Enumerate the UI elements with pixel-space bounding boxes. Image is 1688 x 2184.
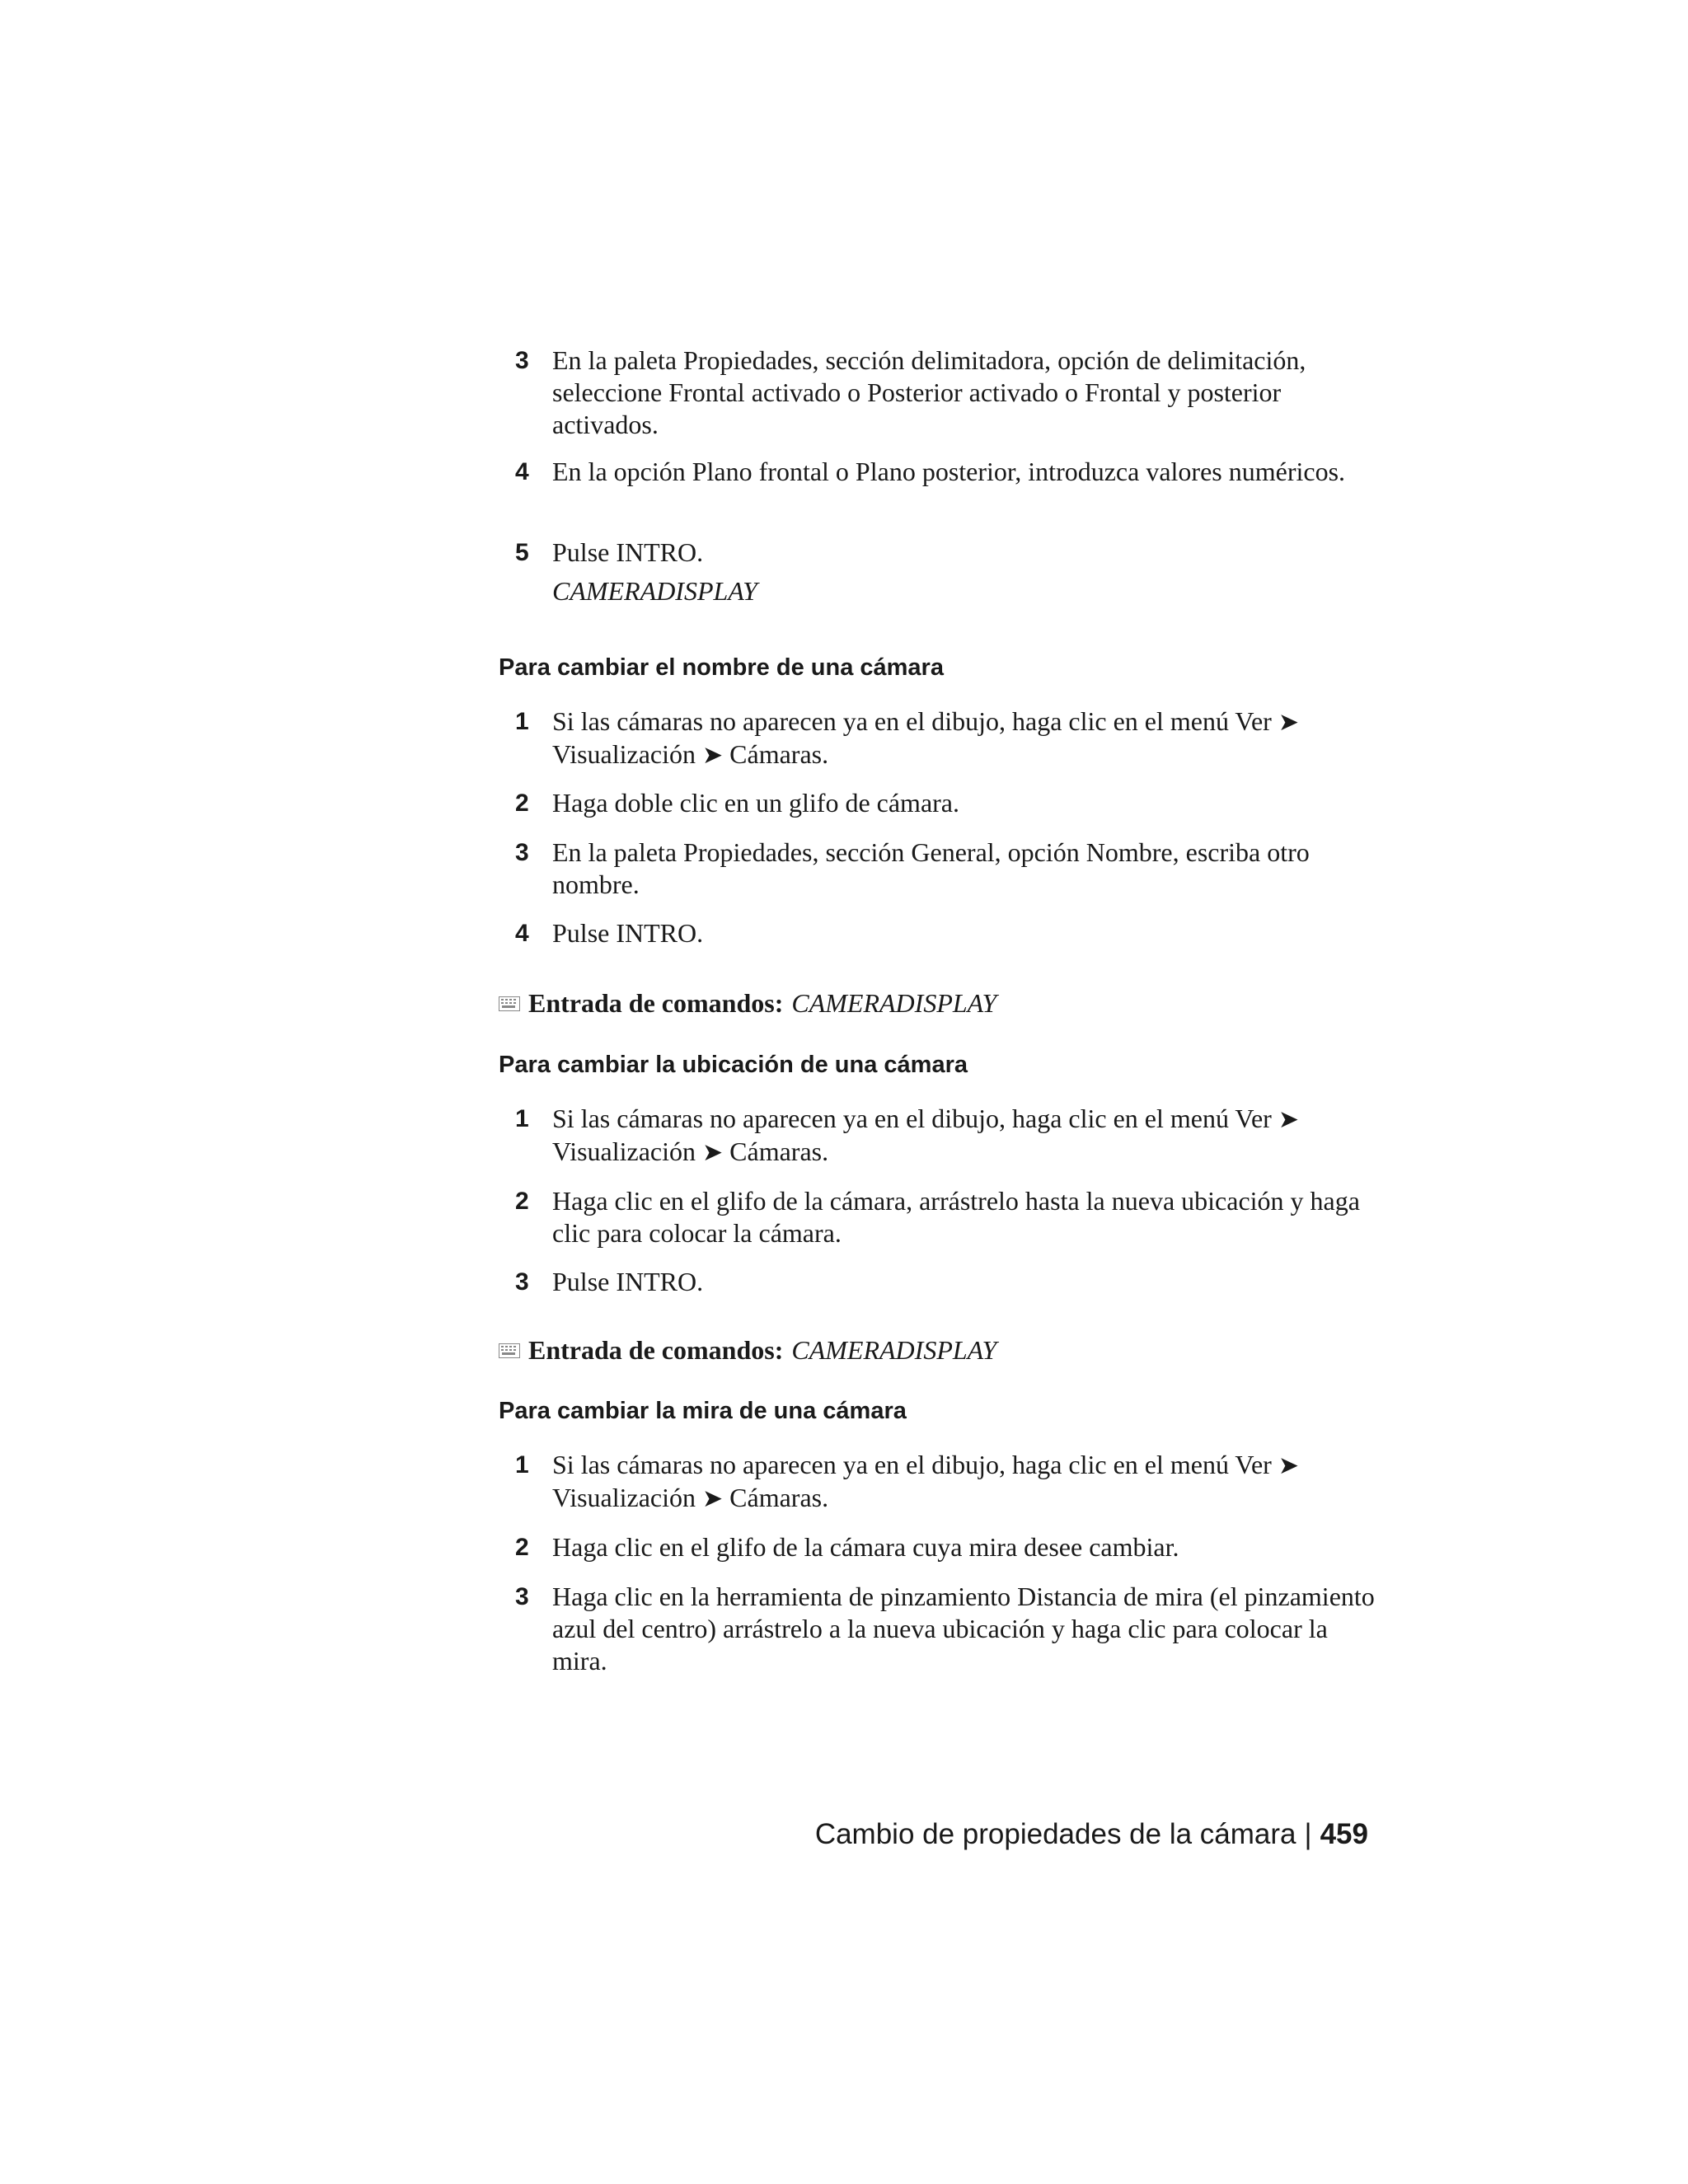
command-label: Entrada de comandos: [528, 1335, 784, 1365]
menu-arrow-icon: ➤ [1278, 1106, 1299, 1133]
step-number: 2 [515, 1534, 529, 1561]
step-text: Pulse INTRO. [552, 537, 704, 567]
command-label: Entrada de comandos: [528, 988, 784, 1018]
command-value: CAMERADISPLAY [791, 988, 997, 1018]
keyboard-icon [499, 1343, 520, 1358]
section-heading-change-target: Para cambiar la mira de una cámara [499, 1398, 907, 1424]
step-text: Haga clic en el glifo de la cámara, arrástrelo hasta la nueva ubicación y haga clic para colocar la cámara. [552, 1186, 1360, 1248]
menu-path-visualizacion: Visualización [552, 1483, 696, 1512]
page-number: 459 [1320, 1818, 1368, 1850]
command-entry [499, 987, 996, 1019]
menu-path-visualizacion: Visualización [552, 1137, 696, 1166]
step-5-command: CAMERADISPLAY [552, 576, 757, 606]
step-number: 4 [515, 458, 529, 485]
step-number: 1 [515, 1451, 529, 1479]
command-value: CAMERADISPLAY [791, 1335, 997, 1365]
menu-arrow-icon: ➤ [702, 1485, 724, 1512]
menu-path-camaras: Cámaras. [729, 739, 829, 769]
step-number: 2 [515, 790, 529, 817]
step-text: Haga doble clic en un glifo de cámara. [552, 788, 959, 818]
step-number: 4 [515, 920, 529, 947]
menu-arrow-icon: ➤ [1278, 709, 1299, 736]
step-text: Si las cámaras no aparecen ya en el dibujo, haga clic en el menú Ver [552, 706, 1272, 736]
step-number: 3 [515, 1268, 529, 1296]
step-number: 3 [515, 347, 529, 374]
step-text: Pulse INTRO. [552, 1267, 704, 1296]
step-number: 1 [515, 708, 529, 735]
step-number: 2 [515, 1188, 529, 1215]
step-number: 3 [515, 839, 529, 866]
section-heading-move-camera: Para cambiar la ubicación de una cámara [499, 1052, 968, 1078]
step-number: 5 [515, 539, 529, 566]
menu-arrow-icon: ➤ [1278, 1452, 1299, 1479]
menu-path-camaras: Cámaras. [729, 1483, 829, 1512]
menu-path-visualizacion: Visualización [552, 739, 696, 769]
menu-path-camaras: Cámaras. [729, 1137, 829, 1166]
step-text: Si las cámaras no aparecen ya en el dibujo, haga clic en el menú Ver [552, 1450, 1272, 1479]
page-footer [815, 1817, 1368, 1852]
footer-title: Cambio de propiedades de la cámara [814, 1818, 1296, 1850]
step-text: Haga clic en el glifo de la cámara cuya mira desee cambiar. [552, 1532, 1179, 1562]
step-text: En la opción Plano frontal o Plano posterior, introduzca valores numéricos. [552, 457, 1346, 486]
step-number: 3 [515, 1583, 529, 1610]
step-text: Haga clic en la herramienta de pinzamiento Distancia de mira (el pinzamiento azul del centro) arrástrelo a la nueva ubicación y haga clic para colocar la mira. [552, 1582, 1375, 1675]
menu-arrow-icon: ➤ [702, 742, 724, 769]
menu-arrow-icon: ➤ [702, 1139, 724, 1166]
step-text: Pulse INTRO. [552, 918, 704, 948]
footer-separator: | [1304, 1818, 1312, 1850]
step-number: 1 [515, 1105, 529, 1132]
command-entry [499, 1334, 996, 1366]
step-text: En la paleta Propiedades, sección General, opción Nombre, escriba otro nombre. [552, 837, 1310, 899]
section-heading-rename-camera: Para cambiar el nombre de una cámara [499, 654, 944, 681]
keyboard-icon [499, 996, 520, 1011]
step-text: Si las cámaras no aparecen ya en el dibujo, haga clic en el menú Ver [552, 1104, 1272, 1133]
step-text: En la paleta Propiedades, sección delimitadora, opción de delimitación, seleccione Frontal activado o Posterior activado o Frontal y posterior activados. [552, 345, 1306, 439]
